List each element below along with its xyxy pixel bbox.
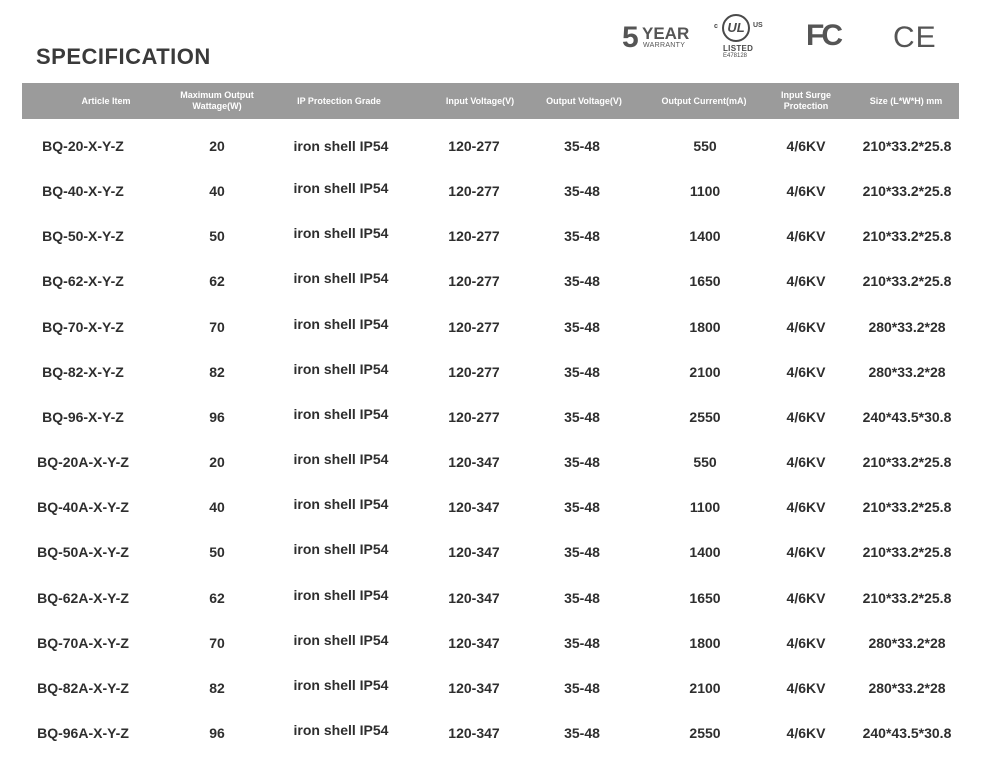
cell-size: 210*33.2*25.8: [862, 454, 952, 471]
cell-article-item: BQ-40-X-Y-Z: [42, 183, 124, 200]
cell-input-voltage: 120-347: [448, 544, 500, 561]
cell-output-current: 2100: [689, 679, 721, 696]
cell-ip-protection-grade: iron shell IP54: [293, 360, 389, 377]
header-output-current: Output Current(mA): [661, 95, 747, 106]
cell-max-output-wattage: 20: [209, 138, 225, 154]
cell-input-surge-protection: 4/6KV: [786, 138, 826, 154]
table-row: [0, 496, 986, 541]
cell-output-voltage: 35-48: [564, 363, 600, 380]
cell-input-surge-protection: 4/6KV: [786, 183, 826, 200]
cell-article-item: BQ-70A-X-Y-Z: [37, 634, 129, 651]
cell-size: 210*33.2*25.8: [862, 228, 952, 245]
cell-article-item: BQ-82A-X-Y-Z: [37, 679, 129, 696]
cell-article-item: BQ-20-X-Y-Z: [42, 138, 124, 154]
cell-input-voltage: 120-277: [448, 273, 500, 290]
table-row: [0, 406, 986, 451]
cell-ip-protection-grade: iron shell IP54: [293, 721, 389, 738]
cell-max-output-wattage: 96: [209, 408, 225, 425]
table-row: [0, 722, 986, 767]
cell-output-current: 550: [693, 138, 717, 154]
cell-output-current: 1800: [689, 318, 721, 335]
cell-output-voltage: 35-48: [564, 318, 600, 335]
cell-size: 210*33.2*25.8: [862, 544, 952, 561]
cell-output-current: 2550: [689, 408, 721, 425]
cell-output-current: 1800: [689, 634, 721, 651]
cell-input-surge-protection: 4/6KV: [786, 679, 826, 696]
header-ip-protection-grade: IP Protection Grade: [297, 95, 381, 106]
cell-article-item: BQ-20A-X-Y-Z: [37, 454, 129, 471]
cell-article-item: BQ-82-X-Y-Z: [42, 363, 124, 380]
cell-ip-protection-grade: iron shell IP54: [293, 586, 389, 603]
ul-circle-icon: UL: [722, 14, 750, 42]
cell-article-item: BQ-50A-X-Y-Z: [37, 544, 129, 561]
table-row: [0, 451, 986, 496]
cell-max-output-wattage: 40: [209, 499, 225, 516]
cell-input-voltage: 120-277: [448, 408, 500, 425]
table-row: [0, 587, 986, 632]
cell-max-output-wattage: 62: [209, 589, 225, 606]
cell-input-voltage: 120-347: [448, 454, 500, 471]
cell-ip-protection-grade: iron shell IP54: [293, 315, 389, 332]
cell-ip-protection-grade: iron shell IP54: [293, 138, 389, 154]
table-row: [0, 632, 986, 677]
cell-input-voltage: 120-347: [448, 589, 500, 606]
header-max-output-wattage: Maximum Output Wattage(W): [180, 90, 254, 111]
cell-output-current: 1100: [689, 499, 721, 516]
cell-size: 280*33.2*28: [868, 634, 946, 651]
cell-input-surge-protection: 4/6KV: [786, 318, 826, 335]
header-size: Size (L*W*H) mm: [869, 95, 943, 106]
header-input-surge-protection: Input Surge Protection: [781, 90, 831, 111]
cell-ip-protection-grade: iron shell IP54: [293, 225, 389, 242]
cell-size: 210*33.2*25.8: [862, 138, 952, 154]
cell-max-output-wattage: 50: [209, 544, 225, 561]
cell-ip-protection-grade: iron shell IP54: [293, 451, 389, 468]
cell-article-item: BQ-50-X-Y-Z: [42, 228, 124, 245]
cell-ip-protection-grade: iron shell IP54: [293, 541, 389, 558]
cell-max-output-wattage: 96: [209, 724, 225, 741]
cell-ip-protection-grade: iron shell IP54: [293, 676, 389, 693]
cell-input-voltage: 120-347: [448, 679, 500, 696]
cell-output-current: 1100: [689, 183, 721, 200]
cell-ip-protection-grade: iron shell IP54: [293, 270, 389, 287]
cell-size: 210*33.2*25.8: [862, 589, 952, 606]
header-article-item: Article Item: [81, 95, 131, 106]
cell-output-voltage: 35-48: [564, 544, 600, 561]
cell-max-output-wattage: 40: [209, 183, 225, 200]
header-output-voltage: Output Voltage(V): [546, 95, 622, 106]
cell-output-voltage: 35-48: [564, 724, 600, 741]
cell-input-voltage: 120-277: [448, 183, 500, 200]
header-input-voltage: Input Voltage(V): [445, 95, 515, 106]
cell-article-item: BQ-40A-X-Y-Z: [37, 499, 129, 516]
fcc-logo: FC: [806, 19, 840, 52]
cell-output-voltage: 35-48: [564, 183, 600, 200]
cell-size: 240*43.5*30.8: [862, 408, 952, 425]
table-row: [0, 225, 986, 270]
cell-output-current: 1650: [689, 589, 721, 606]
cell-size: 210*33.2*25.8: [862, 273, 952, 290]
cell-input-surge-protection: 4/6KV: [786, 589, 826, 606]
table-row: [0, 316, 986, 361]
cell-article-item: BQ-62A-X-Y-Z: [37, 589, 129, 606]
cell-max-output-wattage: 20: [209, 454, 225, 471]
cell-input-voltage: 120-277: [448, 228, 500, 245]
cell-input-surge-protection: 4/6KV: [786, 499, 826, 516]
cell-ip-protection-grade: iron shell IP54: [293, 631, 389, 648]
table-row: [0, 135, 986, 180]
cell-input-voltage: 120-347: [448, 724, 500, 741]
cell-size: 210*33.2*25.8: [862, 183, 952, 200]
cell-output-voltage: 35-48: [564, 454, 600, 471]
cell-article-item: BQ-62-X-Y-Z: [42, 273, 124, 290]
five-year-warranty-logo: 5 YEAR WARRANTY: [622, 21, 690, 54]
cell-ip-protection-grade: iron shell IP54: [293, 496, 389, 513]
cell-output-current: 550: [693, 454, 717, 471]
cell-input-surge-protection: 4/6KV: [786, 544, 826, 561]
cell-input-voltage: 120-277: [448, 318, 500, 335]
cell-output-voltage: 35-48: [564, 408, 600, 425]
cell-max-output-wattage: 70: [209, 634, 225, 651]
table-row: [0, 541, 986, 586]
cell-input-voltage: 120-277: [448, 363, 500, 380]
cell-output-current: 2550: [689, 724, 721, 741]
cell-input-surge-protection: 4/6KV: [786, 273, 826, 290]
cell-input-voltage: 120-277: [448, 138, 500, 154]
cell-max-output-wattage: 70: [209, 318, 225, 335]
cell-input-surge-protection: 4/6KV: [786, 408, 826, 425]
cell-max-output-wattage: 50: [209, 228, 225, 245]
cell-max-output-wattage: 82: [209, 363, 225, 380]
cell-input-voltage: 120-347: [448, 499, 500, 516]
cell-ip-protection-grade: iron shell IP54: [293, 405, 389, 422]
table-row: [0, 270, 986, 315]
cell-article-item: BQ-96A-X-Y-Z: [37, 724, 129, 741]
cell-output-voltage: 35-48: [564, 634, 600, 651]
cell-size: 240*43.5*30.8: [862, 724, 952, 741]
cell-output-current: 1650: [689, 273, 721, 290]
table-header: [22, 83, 959, 119]
cell-max-output-wattage: 62: [209, 273, 225, 290]
cell-size: 280*33.2*28: [868, 679, 946, 696]
cell-output-voltage: 35-48: [564, 138, 600, 154]
cell-input-voltage: 120-347: [448, 634, 500, 651]
cell-output-current: 2100: [689, 363, 721, 380]
page-title: SPECIFICATION: [36, 44, 211, 69]
cell-output-voltage: 35-48: [564, 589, 600, 606]
cell-max-output-wattage: 82: [209, 679, 225, 696]
ce-logo: CE: [893, 21, 937, 54]
ul-listed-logo: c UL US LISTED E478128: [714, 14, 764, 62]
cell-size: 280*33.2*28: [868, 363, 946, 380]
cell-input-surge-protection: 4/6KV: [786, 228, 826, 245]
cell-output-voltage: 35-48: [564, 228, 600, 245]
cell-input-surge-protection: 4/6KV: [786, 724, 826, 741]
cell-output-voltage: 35-48: [564, 273, 600, 290]
cell-output-voltage: 35-48: [564, 679, 600, 696]
table-row: [0, 180, 986, 225]
cell-article-item: BQ-70-X-Y-Z: [42, 318, 124, 335]
cell-input-surge-protection: 4/6KV: [786, 454, 826, 471]
cell-size: 280*33.2*28: [868, 318, 946, 335]
cell-output-current: 1400: [689, 228, 721, 245]
cell-input-surge-protection: 4/6KV: [786, 363, 826, 380]
cell-ip-protection-grade: iron shell IP54: [293, 180, 389, 197]
cell-size: 210*33.2*25.8: [862, 499, 952, 516]
cell-article-item: BQ-96-X-Y-Z: [42, 408, 124, 425]
table-row: [0, 361, 986, 406]
cell-input-surge-protection: 4/6KV: [786, 634, 826, 651]
cell-output-current: 1400: [689, 544, 721, 561]
cell-output-voltage: 35-48: [564, 499, 600, 516]
table-row: [0, 677, 986, 722]
